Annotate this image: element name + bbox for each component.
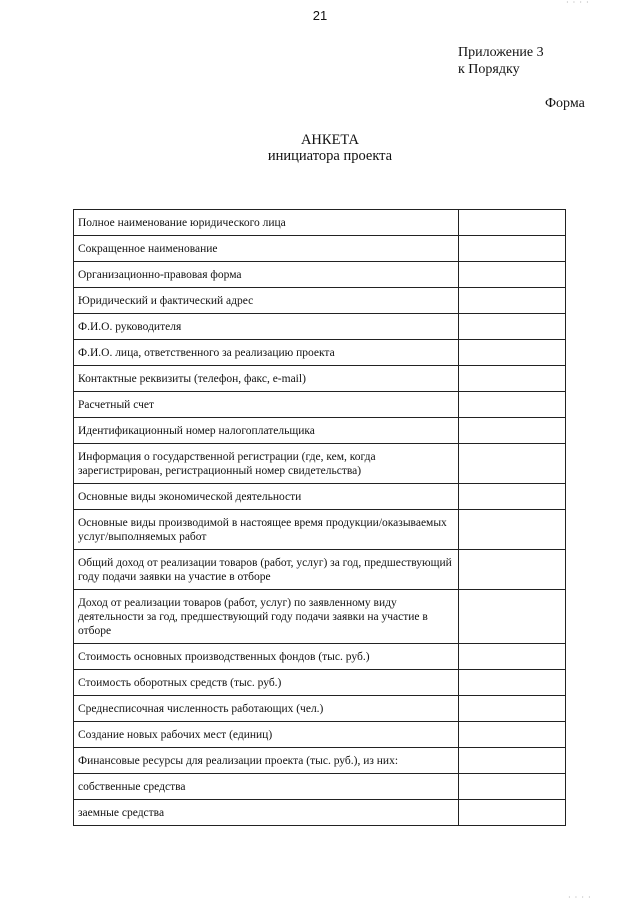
appendix-line-2: к Порядку	[458, 62, 520, 77]
table-row	[74, 262, 566, 288]
row-value-cell[interactable]	[459, 590, 566, 644]
row-value-cell[interactable]	[459, 696, 566, 722]
row-value-cell[interactable]	[459, 366, 566, 392]
table-row	[74, 510, 566, 550]
table-row	[74, 340, 566, 366]
row-label: Основные виды экономической деятельности	[74, 484, 459, 510]
row-label: Создание новых рабочих мест (единиц)	[74, 722, 459, 748]
row-value-cell[interactable]	[459, 670, 566, 696]
scan-mark-bottom-right: · · · ·	[568, 893, 592, 902]
row-value-cell[interactable]	[459, 340, 566, 366]
table-row	[74, 210, 566, 236]
questionnaire-table	[73, 209, 566, 826]
table-row	[74, 722, 566, 748]
document-subtitle: инициатора проекта	[267, 148, 393, 164]
row-value-cell[interactable]	[459, 210, 566, 236]
table-row	[74, 644, 566, 670]
table-row	[74, 418, 566, 444]
row-value-cell[interactable]	[459, 644, 566, 670]
table-row	[74, 314, 566, 340]
row-label: Полное наименование юридического лица	[74, 210, 459, 236]
document-title: АНКЕТА	[300, 132, 360, 148]
row-label: Юридический и фактический адрес	[74, 288, 459, 314]
row-label: Стоимость основных производственных фондов (тыс. руб.)	[74, 644, 459, 670]
row-value-cell[interactable]	[459, 444, 566, 484]
scan-mark-top-right: · · · ·	[566, 0, 590, 7]
row-label: заемные средства	[74, 800, 459, 826]
row-label: Общий доход от реализации товаров (работ, услуг) за год, предшествующий году подачи заявки на участие в отборе	[74, 550, 459, 590]
form-label: Форма	[545, 96, 585, 111]
row-label: Доход от реализации товаров (работ, услуг) по заявленному виду деятельности за год, предшествующий году подачи заявки на участие в отборе	[74, 590, 459, 644]
row-label: Идентификационный номер налогоплательщика	[74, 418, 459, 444]
table-row	[74, 774, 566, 800]
row-label: собственные средства	[74, 774, 459, 800]
row-label: Финансовые ресурсы для реализации проекта (тыс. руб.), из них:	[74, 748, 459, 774]
row-value-cell[interactable]	[459, 550, 566, 590]
appendix-note	[458, 44, 544, 78]
row-value-cell[interactable]	[459, 288, 566, 314]
row-label: Организационно-правовая форма	[74, 262, 459, 288]
row-value-cell[interactable]	[459, 418, 566, 444]
row-label: Расчетный счет	[74, 392, 459, 418]
row-value-cell[interactable]	[459, 262, 566, 288]
row-label: Среднесписочная численность работающих (чел.)	[74, 696, 459, 722]
row-value-cell[interactable]	[459, 236, 566, 262]
table-row	[74, 590, 566, 644]
row-label: Ф.И.О. лица, ответственного за реализацию проекта	[74, 340, 459, 366]
table-row	[74, 366, 566, 392]
row-label: Ф.И.О. руководителя	[74, 314, 459, 340]
table-row	[74, 236, 566, 262]
table-row	[74, 484, 566, 510]
page-number: 21	[312, 8, 328, 23]
row-value-cell[interactable]	[459, 722, 566, 748]
document-title-block	[0, 132, 640, 164]
row-label: Контактные реквизиты (телефон, факс, e-mail)	[74, 366, 459, 392]
table-row	[74, 696, 566, 722]
row-label: Сокращенное наименование	[74, 236, 459, 262]
row-label: Информация о государственной регистрации (где, кем, когда зарегистрирован, регистрационный номер свидетельства)	[74, 444, 459, 484]
row-value-cell[interactable]	[459, 314, 566, 340]
table-row	[74, 670, 566, 696]
row-label: Стоимость оборотных средств (тыс. руб.)	[74, 670, 459, 696]
table-row	[74, 748, 566, 774]
table-row	[74, 550, 566, 590]
appendix-line-1: Приложение 3	[458, 45, 544, 60]
row-value-cell[interactable]	[459, 748, 566, 774]
table-row	[74, 800, 566, 826]
row-value-cell[interactable]	[459, 484, 566, 510]
row-value-cell[interactable]	[459, 510, 566, 550]
row-value-cell[interactable]	[459, 774, 566, 800]
table-row	[74, 392, 566, 418]
table-row	[74, 444, 566, 484]
row-label: Основные виды производимой в настоящее время продукции/оказываемых услуг/выполняемых работ	[74, 510, 459, 550]
row-value-cell[interactable]	[459, 392, 566, 418]
table-row	[74, 288, 566, 314]
row-value-cell[interactable]	[459, 800, 566, 826]
